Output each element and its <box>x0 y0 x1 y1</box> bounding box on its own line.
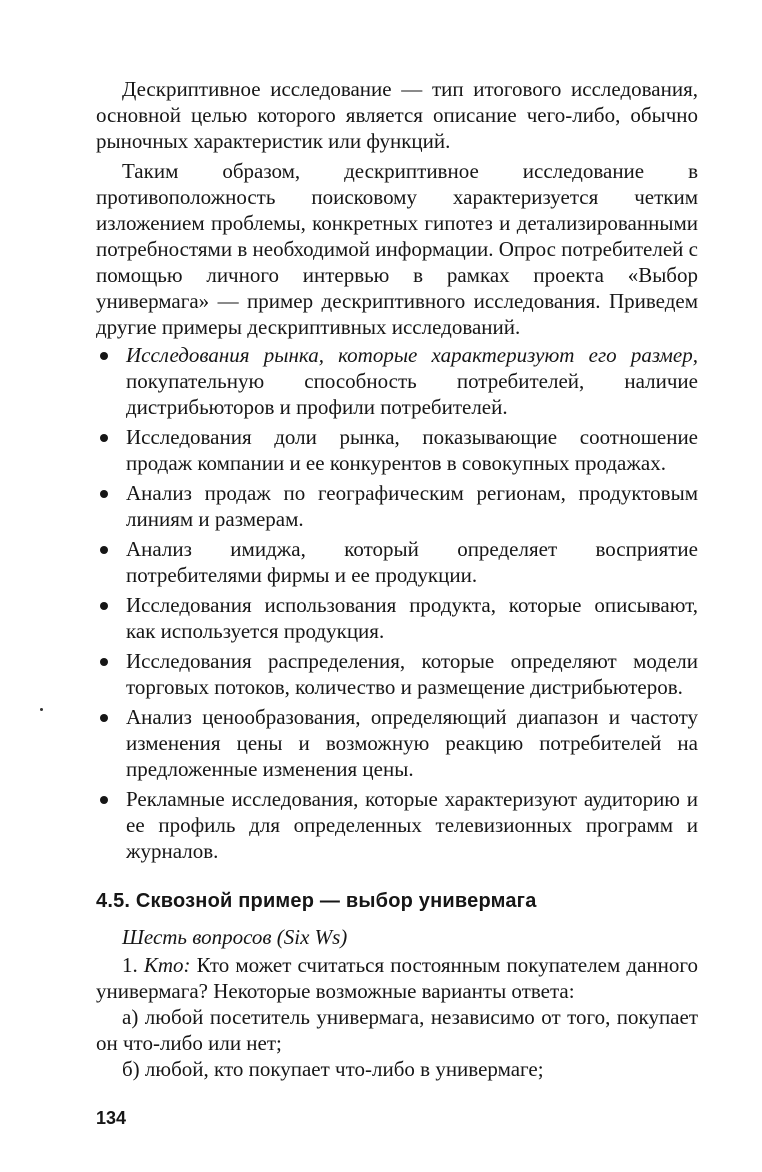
list-item <box>96 704 698 782</box>
list-item <box>96 592 698 644</box>
list-item <box>96 342 698 420</box>
section-heading: 4.5. Сквозной пример — выбор универмага <box>96 890 537 912</box>
list-item <box>96 536 698 588</box>
list-item-text: покупательную способность потребителей, наличие дистрибьюторов и профили потребителей. <box>126 369 698 419</box>
question-who <box>96 952 698 1004</box>
list-item-text: Рекламные исследования, которые характеризуют аудиторию и ее профиль для определенных телевизионных программ и журналов. <box>126 787 698 863</box>
paragraph-definition: Дескриптивное исследование — тип итогового исследования, основной целью которого является описание чего-либо, обычно рыночных характеристик или функций. <box>96 77 698 153</box>
list-item-text: Анализ имиджа, который определяет восприятие потребителями фирмы и ее продукции. <box>126 537 698 587</box>
list-item-text: Исследования доли рынка, показывающие соотношение продаж компании и ее конкурентов в совокупных продажах. <box>126 425 698 475</box>
bullet-icon <box>100 796 108 804</box>
examples-list <box>96 342 698 864</box>
page-number: 134 <box>96 1108 127 1128</box>
bullet-icon <box>100 602 108 610</box>
list-item-text: Анализ продаж по географическим регионам, продуктовым линиям и размерам. <box>126 481 698 531</box>
bullet-icon <box>100 434 108 442</box>
answer-option-b: б) любой, кто покупает что-либо в универмаге; <box>122 1057 544 1081</box>
list-item-text: Исследования использования продукта, которые описывают, как используется продукция. <box>126 593 698 643</box>
list-item <box>96 424 698 476</box>
bullet-icon <box>100 546 108 554</box>
page-body <box>96 76 698 1082</box>
list-item <box>96 648 698 700</box>
bullet-icon <box>100 490 108 498</box>
question-text: Кто может считаться постоянным покупателем данного универмага? Некоторые возможные варианты ответа: <box>96 953 699 1003</box>
list-item-text: Анализ ценообразования, определяющий диапазон и частоту изменения цены и возможную реакцию потребителей на предложенные изменения цены. <box>126 705 698 781</box>
list-item <box>96 786 698 864</box>
answer-option-a: а) любой посетитель универмага, независимо от того, покупает он что-либо или нет; <box>96 1005 698 1055</box>
list-item-emphasis: Исследования рынка, которые характеризуют его размер, <box>126 343 698 367</box>
scan-speck <box>40 708 43 711</box>
question-number: 1. <box>122 953 144 977</box>
bullet-icon <box>100 658 108 666</box>
section-subheading: Шесть вопросов (Six Ws) <box>122 925 348 949</box>
bullet-icon <box>100 714 108 722</box>
paragraph-description: Таким образом, дескриптивное исследование в противоположность поисковому характеризуется четким изложением проблемы, конкретных гипотез и детализированными потребностями в необходимой информации. Опрос потребителей с помощью личного интервью в рамках проекта «Выбор универмага» — пример дескриптивного исследования. Приведем другие примеры дескриптивных исследований. <box>96 159 698 339</box>
list-item-text: Исследования распределения, которые определяют модели торговых потоков, количество и размещение дистрибьютеров. <box>126 649 698 699</box>
question-label: Кто: <box>143 953 191 977</box>
bullet-icon <box>100 352 108 360</box>
list-item <box>96 480 698 532</box>
